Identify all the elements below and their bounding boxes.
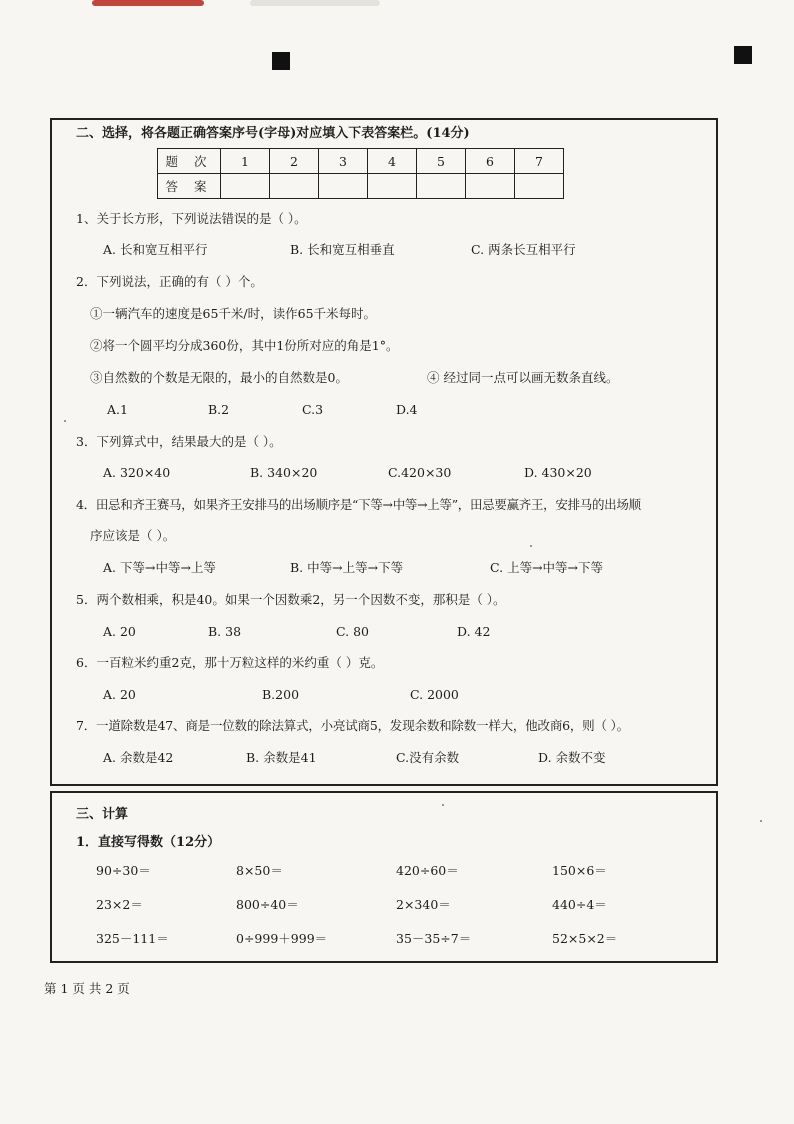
question-1-option: B. 长和宽互相垂直 [290,242,395,257]
alignment-marker [734,46,752,64]
answer-table-header: 题 次 [158,149,221,174]
scan-edge-mark [250,0,380,6]
calculation-item: 8×50＝ [236,863,283,878]
answer-cell[interactable] [270,174,319,199]
alignment-marker [272,52,290,70]
question-4-stem: 4．田忌和齐王赛马，如果齐王安排马的出场顺序是“下等→中等→上等”，田忌要赢齐王，安排马的出场顺 [76,497,641,512]
question-2-option: A.1 [107,402,128,417]
question-2-stem: 2．下列说法，正确的有（ ）个。 [76,274,263,289]
answer-cell[interactable] [515,174,564,199]
question-4-option: A. 下等→中等→上等 [103,560,216,575]
question-6-option: C. 2000 [410,687,459,702]
question-2-option: C.3 [302,402,324,417]
question-7-option: D. 余数不变 [538,750,606,765]
question-3-stem: 3．下列算式中，结果最大的是（ ）。 [76,434,282,449]
scan-edge-mark [92,0,204,6]
question-6-option: B.200 [262,687,300,702]
answer-table-column: 1 [221,149,270,174]
question-2-statement: ④ 经过同一点可以画无数条直线。 [427,370,619,385]
question-6-option: A. 20 [103,687,136,702]
scan-speck [442,804,444,806]
answer-table [157,148,564,199]
calculation-item: 0÷999＋999＝ [236,931,328,946]
question-5-option: C. 80 [336,624,369,639]
answer-cell[interactable] [368,174,417,199]
question-1-option: C. 两条长互相平行 [471,242,576,257]
question-3-option: C.420×30 [388,465,452,480]
answer-cell[interactable] [417,174,466,199]
page-footer: 第 1 页 共 2 页 [44,981,130,996]
question-1-stem: 1、关于长方形，下列说法错误的是（ ）。 [76,211,307,226]
question-5-stem: 5．两个数相乘，积是40。如果一个因数乘2，另一个因数不变，那积是（ ）。 [76,592,506,607]
answer-cell[interactable] [466,174,515,199]
scan-speck [64,420,66,422]
calculation-item: 2×340＝ [396,897,451,912]
calculation-item: 90÷30＝ [96,863,151,878]
answer-cell[interactable] [221,174,270,199]
scan-speck [530,545,532,547]
question-7-option: A. 余数是42 [103,750,174,765]
section-3-subheading: 1．直接写得数（12分） [76,835,221,850]
question-6-stem: 6．一百粒米约重2克，那十万粒这样的米约重（ ）克。 [76,655,384,670]
answer-table-column: 5 [417,149,466,174]
calculation-item: 440÷4＝ [552,897,607,912]
question-3-option: B. 340×20 [250,465,318,480]
answer-table-column: 7 [515,149,564,174]
calculation-item: 35－35÷7＝ [396,931,472,946]
calculation-item: 52×5×2＝ [552,931,618,946]
question-7-option: B. 余数是41 [246,750,317,765]
calculation-item: 325－111＝ [96,931,169,946]
calculation-item: 800÷40＝ [236,897,299,912]
calculation-item: 420÷60＝ [396,863,459,878]
question-4-stem-continued: 序应该是（ ）。 [90,528,176,543]
section-2-heading: 二、选择，将各题正确答案序号(字母)对应填入下表答案栏。(14分) [76,126,470,141]
question-7-option: C.没有余数 [396,750,460,765]
answer-table-header: 答 案 [158,174,221,199]
question-4-option: B. 中等→上等→下等 [290,560,404,575]
question-4-option: C. 上等→中等→下等 [490,560,604,575]
answer-table-column: 4 [368,149,417,174]
question-1-option: A. 长和宽互相平行 [103,242,208,257]
answer-table-column: 2 [270,149,319,174]
question-5-option: A. 20 [103,624,136,639]
answer-table-column: 3 [319,149,368,174]
question-2-statement: ③自然数的个数是无限的，最小的自然数是0。 [90,370,348,385]
question-5-option: B. 38 [208,624,242,639]
answer-table-column: 6 [466,149,515,174]
question-2-statement: ①一辆汽车的速度是65千米/时，读作65千米每时。 [90,306,377,321]
question-7-stem: 7．一道除数是47、商是一位数的除法算式，小亮试商5，发现余数和除数一样大，他改商6，则（ ）。 [76,718,629,733]
question-2-option: B.2 [208,402,230,417]
answer-cell[interactable] [319,174,368,199]
question-2-option: D.4 [396,402,418,417]
question-2-statement: ②将一个圆平均分成360份，其中1份所对应的角是1°。 [90,338,399,353]
calculation-item: 150×6＝ [552,863,607,878]
question-3-option: A. 320×40 [103,465,171,480]
scan-speck [760,820,762,822]
question-5-option: D. 42 [457,624,491,639]
section-3-heading: 三、计算 [76,807,129,822]
question-3-option: D. 430×20 [524,465,592,480]
calculation-item: 23×2＝ [96,897,143,912]
